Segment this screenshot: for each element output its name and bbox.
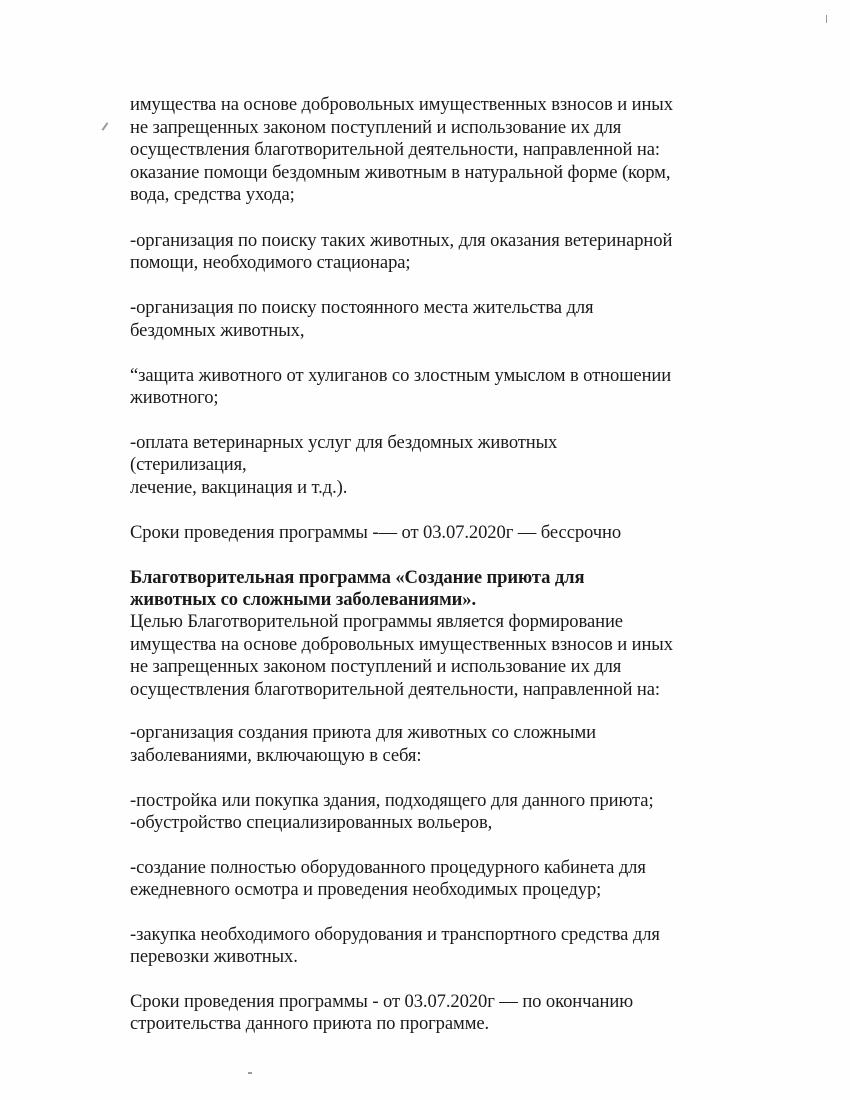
paragraph-line: осуществления благотворительной деятельности, направленной на: bbox=[130, 679, 660, 700]
program-heading: животных со сложными заболеваниями». bbox=[130, 589, 477, 610]
list-item-line: -постройка или покупка здания, подходящего для данного приюта; bbox=[130, 790, 654, 811]
paragraph-line: вода, средства ухода; bbox=[130, 184, 295, 205]
paragraph-line: не запрещенных законом поступлений и использование их для bbox=[130, 656, 622, 677]
list-item-line: -организация создания приюта для животных со сложными bbox=[130, 722, 596, 743]
paragraph-line: оказание помощи бездомным животным в натуральной форме (корм, bbox=[130, 162, 671, 183]
list-item-line: -обустройство специализированных вольеров, bbox=[130, 812, 493, 833]
list-item-line: лечение, вакцинация и т.д.). bbox=[130, 477, 348, 498]
paragraph-line: имущества на основе добровольных имущественных взносов и иных bbox=[130, 634, 673, 655]
paragraph-line: Целью Благотворительной программы является формирование bbox=[130, 611, 623, 632]
list-item-line: помощи, необходимого стационара; bbox=[130, 252, 411, 273]
list-item-line: -закупка необходимого оборудования и транспортного средства для bbox=[130, 924, 660, 945]
list-item-line: бездомных животных, bbox=[130, 320, 305, 341]
program-heading: Благотворительная программа «Создание приюта для bbox=[130, 567, 585, 588]
paragraph-line: осуществления благотворительной деятельности, направленной на: bbox=[130, 139, 660, 160]
list-item-line: ежедневного осмотра и проведения необходимых процедур; bbox=[130, 879, 602, 900]
paragraph-line: не запрещенных законом поступлений и использование их для bbox=[130, 117, 622, 138]
list-item-line: заболеваниями, включающую в себя: bbox=[130, 745, 422, 766]
list-item-line: “защита животного от хулиганов со злостным умыслом в отношении bbox=[130, 365, 672, 386]
paragraph-line: имущества на основе добровольных имущественных взносов и иных bbox=[130, 94, 673, 115]
list-item-line: животного; bbox=[130, 387, 219, 408]
scan-artifact bbox=[248, 1072, 252, 1074]
program-term: Сроки проведения программы - от 03.07.2020г — по окончанию bbox=[130, 991, 634, 1012]
list-item-line: -создание полностью оборудованного процедурного кабинета для bbox=[130, 857, 646, 878]
list-item-line: -организация по поиску таких животных, для оказания ветеринарной bbox=[130, 230, 673, 251]
scan-artifact bbox=[102, 122, 109, 131]
list-item-line: (стерилизация, bbox=[130, 454, 247, 475]
program-term: Сроки проведения программы -— от 03.07.2020г — бессрочно bbox=[130, 522, 622, 543]
program-term: строительства данного приюта по программе. bbox=[130, 1013, 490, 1034]
scan-artifact bbox=[826, 15, 827, 23]
list-item-line: -оплата ветеринарных услуг для бездомных животных bbox=[130, 432, 558, 453]
list-item-line: перевозки животных. bbox=[130, 946, 298, 967]
list-item-line: -организация по поиску постоянного места жительства для bbox=[130, 297, 594, 318]
